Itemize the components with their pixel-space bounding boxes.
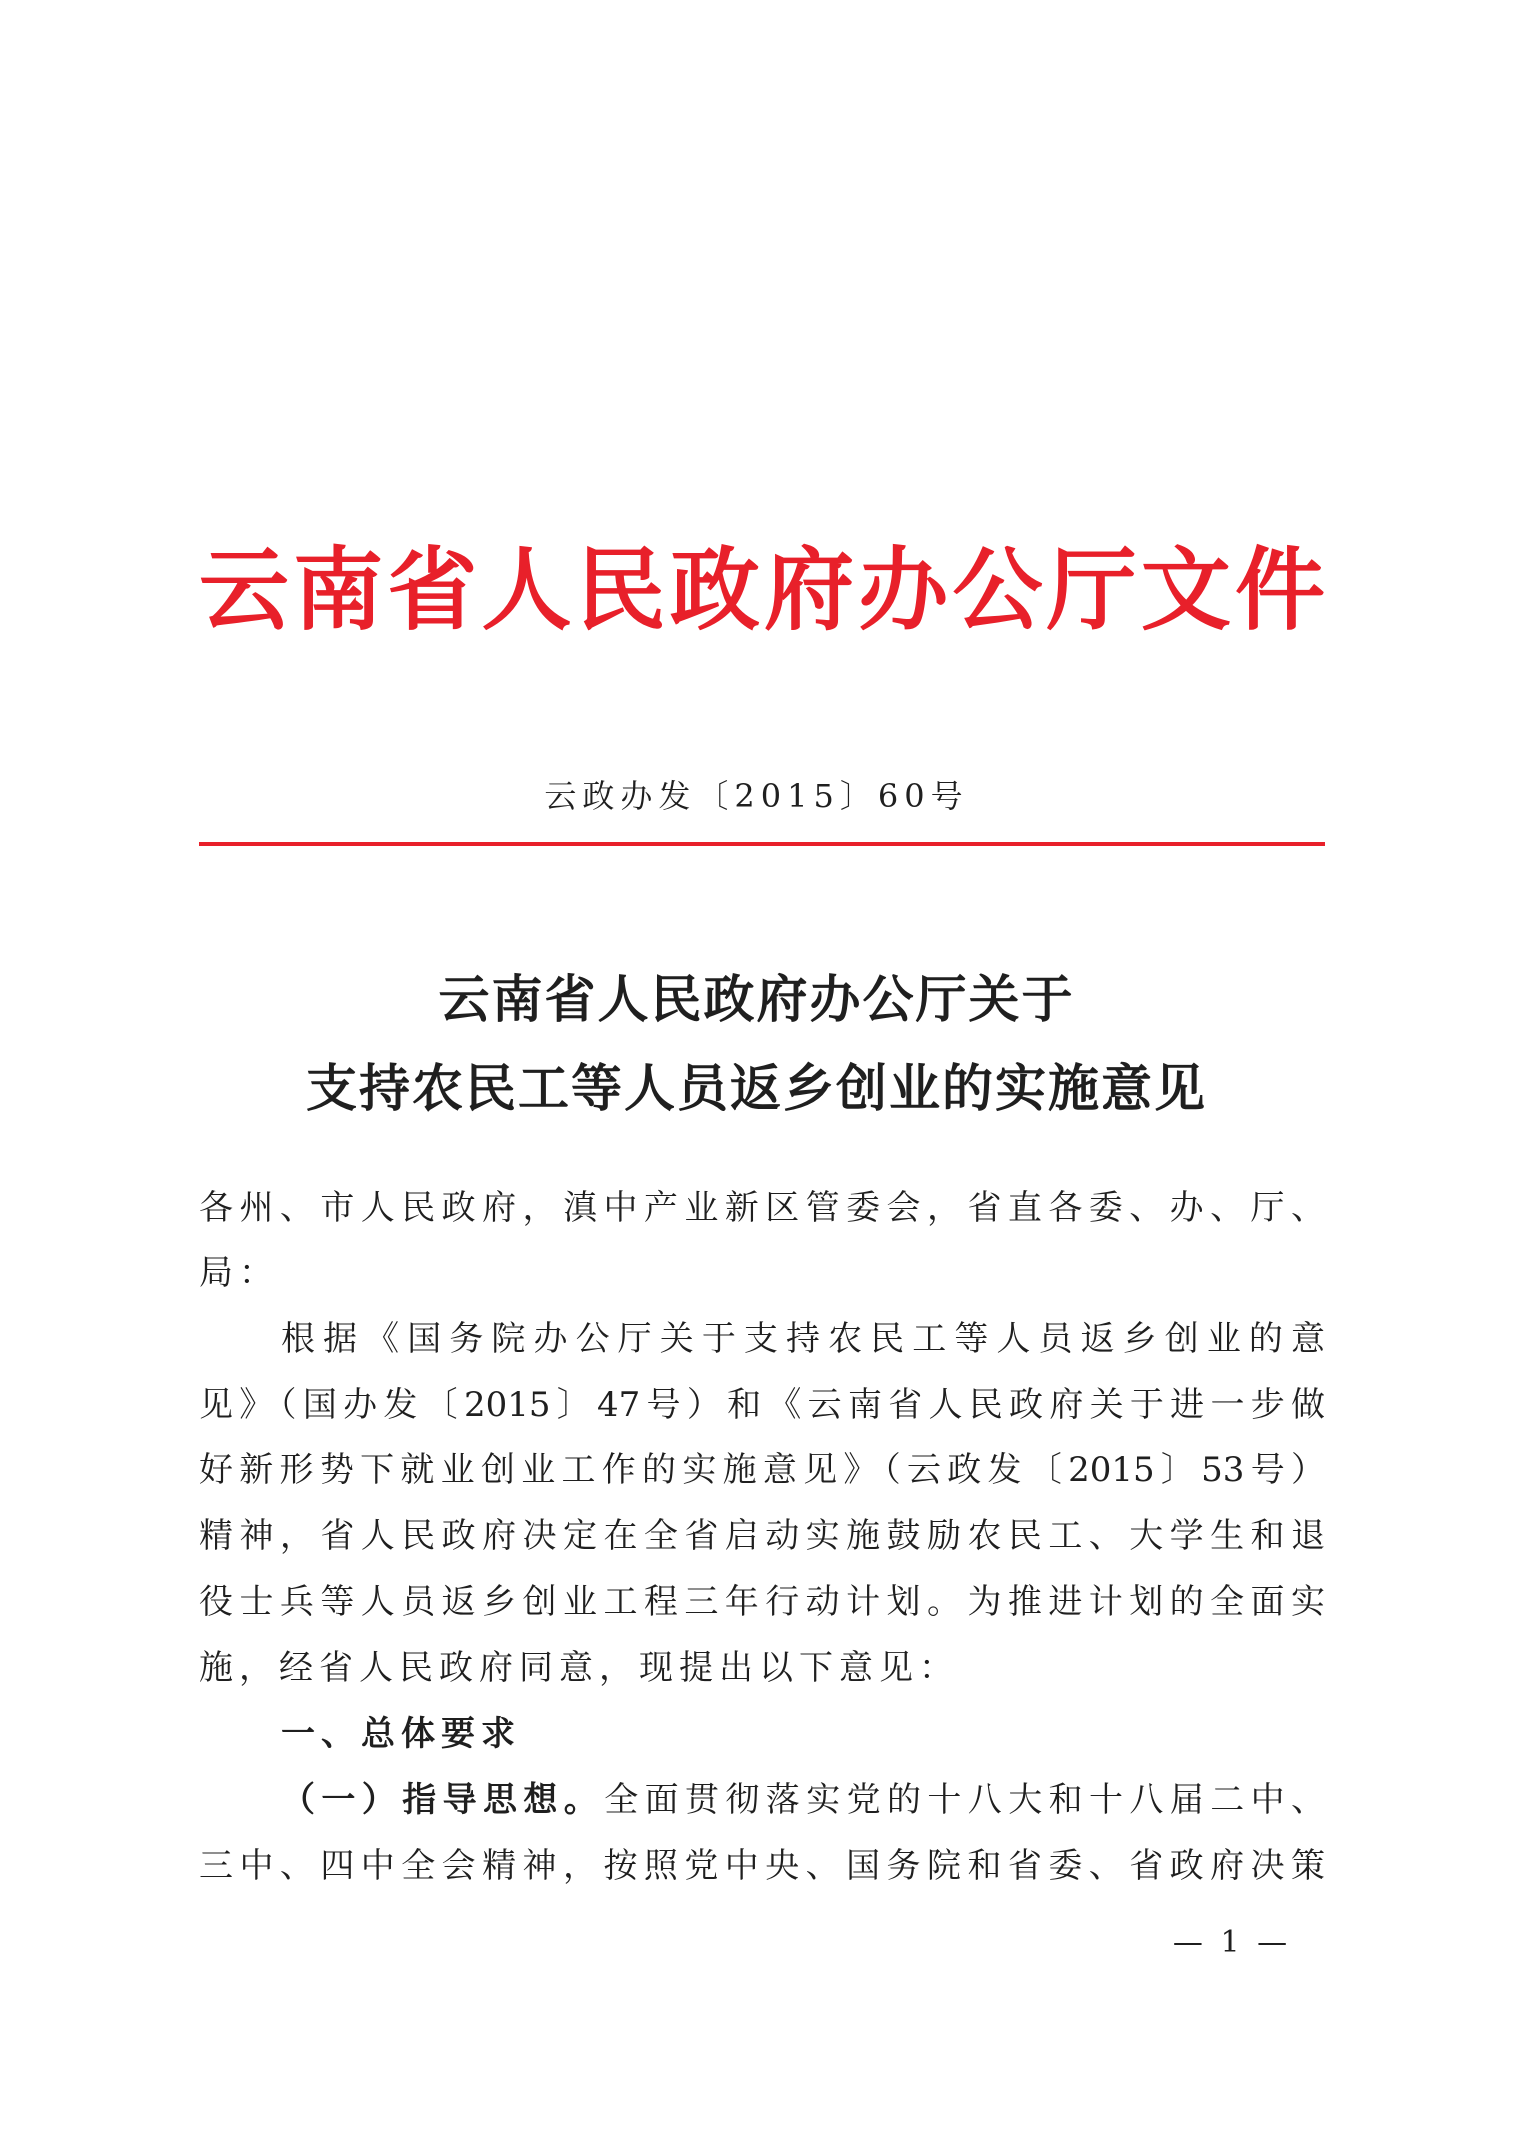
body-text-line: 役士兵等人员返乡创业工程三年行动计划。为推进计划的全面实 [199, 1582, 1325, 1622]
issuing-authority-header: 云南省人民政府办公厅文件 [199, 537, 1325, 643]
document-number: 云政办发〔2015〕60号 [544, 777, 969, 815]
subsection-first-line [281, 1767, 1325, 1833]
section-heading: 一、总体要求 [281, 1714, 521, 1754]
salutation-line: 各州、市人民政府，滇中产业新区管委会，省直各委、办、厅、 [199, 1188, 1325, 1228]
document-title-line-1: 云南省人民政府办公厅关于 [438, 970, 1075, 1030]
subsection-heading: （一）指导思想。 [281, 1780, 605, 1820]
document-title-line-2: 支持农民工等人员返乡创业的实施意见 [305, 1059, 1207, 1119]
page-number: — 1 — [1172, 1925, 1292, 1960]
body-text-run: 全面贯彻落实党的十八大和十八届二中、 [604, 1780, 1325, 1820]
body-text-line: 好新形势下就业创业工作的实施意见》（云政发〔2015〕53号） [199, 1450, 1325, 1490]
body-text-line: 精神，省人民政府决定在全省启动实施鼓励农民工、大学生和退 [199, 1516, 1325, 1556]
red-separator-rule [199, 842, 1325, 846]
body-text-line: 施，经省人民政府同意，现提出以下意见： [199, 1648, 959, 1688]
body-text-line: 根据《国务院办公厅关于支持农民工等人员返乡创业的意 [281, 1319, 1325, 1359]
body-text-line: 见》（国办发〔2015〕47号）和《云南省人民政府关于进一步做 [199, 1385, 1325, 1425]
body-text-line: 三中、四中全会精神，按照党中央、国务院和省委、省政府决策 [199, 1846, 1325, 1886]
salutation-line: 局： [199, 1253, 279, 1293]
